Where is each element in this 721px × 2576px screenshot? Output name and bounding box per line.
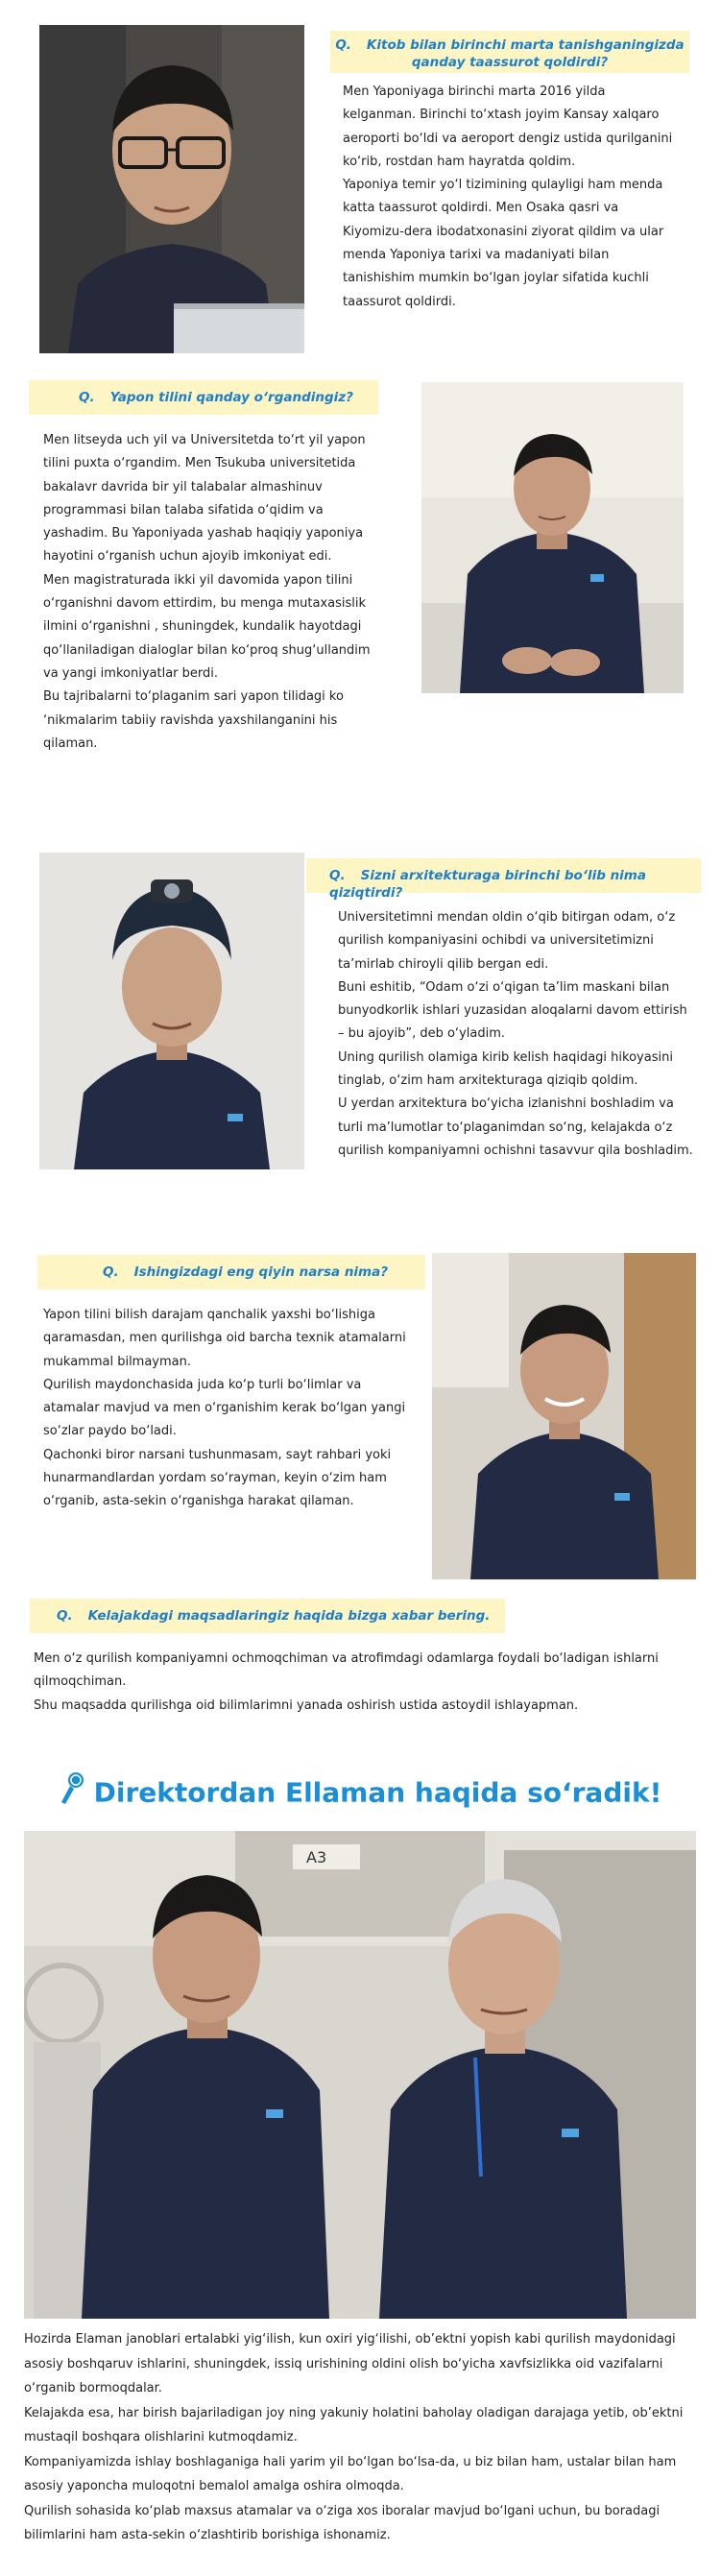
answer-2-paragraph: Men magistraturada ikki yil davomida yapon tilini o‘rganishni davom ettirdim, bu menga mutaxasislik ilmini o‘rganishni , shuningdek, kundalik hayotdagi qo‘llaniladigan dialoglar bilan ko‘proq shug‘ullandim va yangi imkoniyatlar berdi. <box>43 572 371 681</box>
answer-3-paragraph: Buni eshitib, “Odam o‘zi o‘qigan ta’lim maskani bilan bunyodkorlik ishlari yuzasidan aloqalarni davom ettirish – bu ajoyib”, deb o‘yladim. <box>338 979 687 1042</box>
photo-man-with-helmet <box>39 853 304 1169</box>
answer-4-paragraph: Qurilish maydonchasida juda ko‘p turli bo‘limlar va atamalar mavjud va men o‘rganishim kerak bo‘lgan yangi so‘zlar paydo bo‘ladi. <box>43 1377 406 1439</box>
photo-man-with-helmet-image <box>39 853 304 1169</box>
answer-5-paragraph: Shu maqsadda qurilishga oid bilimlarimni yanada oshirish ustida astoydil ishlayapman. <box>34 1697 579 1713</box>
answer-1-paragraph: Yaponiya temir yo‘l tizimining qulayligi ham menda katta taassurot qoldirdi. Men Osaka qasri va Kiyomizu-dera ibodatxonasini ziyorat qildim va ular menda Yaponiya tarixi va madaniyati bilan tanishishim mumkin bo‘lgan joylar sifatida kuchli taassurot qoldirdi. <box>343 178 664 309</box>
question-1 <box>330 31 689 73</box>
director-answer-paragraph: Hozirda Elaman janoblari ertalabki yig‘ilish, kun oxiri yig‘ilishi, ob’ektni yopish kabi qurilish maydonidagi asosiy boshqaruv ishlarini, shuningdek, issiq urishining oldini olish bo‘yicha xavfsizlikka oid vazifalarni o‘rganib bormoqdalar. <box>24 2332 676 2395</box>
photo-man-standing <box>432 1253 696 1579</box>
question-marker: Q. <box>329 868 346 883</box>
answer-2-paragraph: Bu tajribalarni to‘plaganim sari yapon tilidagi ko ‘nikmalarim tabiiy ravishda yaxshilanganini his qilaman. <box>43 689 344 751</box>
question-marker: Q. <box>57 1608 73 1624</box>
photo-man-standing-image <box>432 1253 696 1579</box>
question-1-title: Kitob bilan birinchi marta tanishganingizda qanday taassurot qoldirdi? <box>366 37 685 70</box>
answer-3-paragraph: Universitetimni mendan oldin o‘qib bitirgan odam, o‘z qurilish kompaniyasini ochibdi va universitetimizni ta’mirlab chiroyli qilib bergan edi. <box>338 910 676 972</box>
director-answer <box>24 2327 702 2548</box>
answer-4-paragraph: Qachonki biror narsani tushunmasam, sayt rahbari yoki hunarmandlardan yordam so‘rayman, keyin o‘zim ham o‘rganib, asta-sekin o‘rganishga harakat qilaman. <box>43 1447 392 1509</box>
answer-5 <box>34 1648 696 1718</box>
question-2 <box>29 380 378 415</box>
photo-elaman-and-director-image <box>24 1831 696 2319</box>
question-4-title: Ishingizdagi eng qiyin narsa nima? <box>133 1264 389 1280</box>
answer-1-paragraph: Men Yaponiyaga birinchi marta 2016 yilda kelganman. Birinchi to‘xtash joyim Kansay xalqaro aeroporti bo‘ldi va aeroport dengiz ustida qurilganini ko‘rib, rostdan ham hayratda qoldim. <box>343 84 673 169</box>
question-marker: Q. <box>335 37 351 53</box>
question-3-title: Sizni arxitekturaga birinchi bo‘lib nima qiziqtirdi? <box>329 868 646 901</box>
photo-man-at-laptop <box>39 25 304 353</box>
director-answer-paragraph: Qurilish sohasida ko‘plab maxsus atamalar va o‘ziga xos iboralar mavjud bo‘lgani uchun, bu boradagi bilimlarini ham asta-sekin o‘zlashtirib borishiga ishonamiz. <box>24 2503 661 2542</box>
question-marker: Q. <box>103 1264 119 1280</box>
photo-man-seated-image <box>421 382 684 693</box>
photo-sign-text: A3 <box>306 1848 327 1866</box>
microphone-icon <box>60 1771 84 1817</box>
answer-4 <box>43 1304 406 1514</box>
question-2-title: Yapon tilini qanday o‘rgandingiz? <box>109 390 353 405</box>
answer-2 <box>43 429 384 756</box>
question-5-title: Kelajakdagi maqsadlaringiz haqida bizga xabar bering. <box>87 1608 491 1624</box>
question-4 <box>37 1255 425 1289</box>
answer-3 <box>338 906 697 1163</box>
answer-5-paragraph: Men o‘z qurilish kompaniyamni ochmoqchiman va atrofimdagi odamlarga foydali bo‘ladigan ishlarni qilmoqchiman. <box>34 1651 659 1690</box>
photo-man-at-laptop-image <box>39 25 304 353</box>
question-5 <box>30 1599 505 1633</box>
question-3 <box>306 858 701 901</box>
photo-man-seated <box>421 382 684 693</box>
answer-1 <box>343 81 679 314</box>
answer-2-paragraph: Men litseyda uch yil va Universitetda to‘rt yil yapon tilini puxta o‘rgandim. Men Tsukuba universitetida bakalavr davrida bir yil talabalar almashinuv programmasi bilan talaba sifatida o‘qidim va yashadim. Bu Yaponiyada yashab haqiqiy yaponiya hayotini o‘rganish uchun ajoyib imkoniyat edi. <box>43 433 366 565</box>
answer-4-paragraph: Yapon tilini bilish darajam qanchalik yaxshi bo‘lishiga qaramasdan, men qurilishga oid barcha texnik atamalarni mukammal bilmayman. <box>43 1308 406 1369</box>
director-answer-paragraph: Kompaniyamizda ishlay boshlaganiga hali yarim yil bo‘lgan bo‘lsa-da, u biz bilan ham, ustalar bilan ham asosiy yaponcha muloqotni bemalol amalga oshira olmoqda. <box>24 2454 677 2493</box>
director-section-title-text: Direktordan Ellaman haqida so‘radik! <box>93 1776 662 1809</box>
director-answer-paragraph: Kelajakda esa, har birish bajariladigan joy ning yakuniy holatini baholay oladigan darajaga yetib, ob’ektni mustaqil boshqara olishlarini kutmoqdamiz. <box>24 2405 684 2444</box>
director-section-title <box>0 1771 721 1817</box>
answer-3-paragraph: U yerdan arxitektura bo‘yicha izlanishni boshladim va turli ma’lumotlar to‘plaganimdan so‘ng, kelajakda o‘z qurilish kompaniyamni ochishni tasavvur qila boshladim. <box>338 1096 693 1158</box>
answer-3-paragraph: Uning qurilish olamiga kirib kelish haqidagi hikoyasini tinglab, o‘zim ham arxitekturaga qiziqib qoldim. <box>338 1049 673 1089</box>
photo-elaman-and-director <box>24 1831 696 2319</box>
question-marker: Q. <box>79 390 95 405</box>
